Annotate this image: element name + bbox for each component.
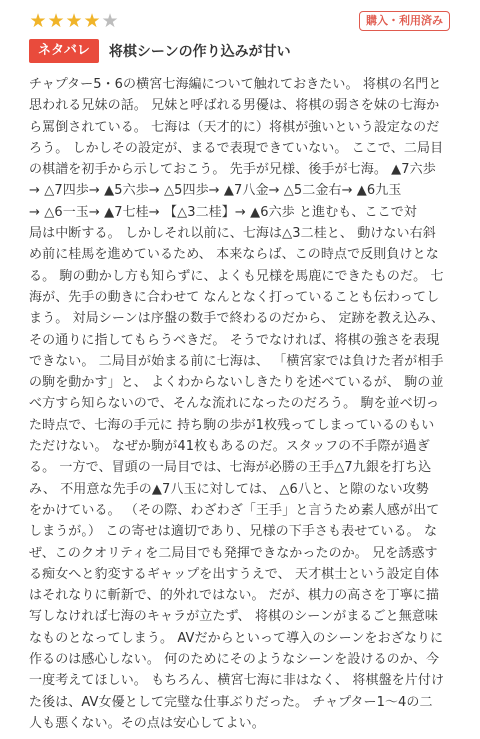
review-body-line: た時点で、七海の手元に 持ち駒の歩が1枚残ってしまっているのもい: [29, 417, 435, 433]
review-body-line: 人も悪くない。その点は安心してよい。: [29, 715, 265, 731]
review-body-line: しまうが。） この寄せは適切であり、兄様の下手さも表せている。 な: [29, 524, 438, 540]
review-title-row: [29, 38, 456, 64]
review-body-line: その通りに指してもらうべきだ。 そうでなければ、将棋の強さを表現: [29, 332, 440, 348]
review-body-line: 局は中断する。 しかしそれ以前に、七海は△3二桂と、 動けない右斜: [29, 226, 436, 242]
spoiler-tag: ネタバレ: [29, 39, 99, 63]
star-filled-icon: ★: [83, 9, 101, 32]
review-body-line: み、 不用意な先手の▲7八玉に対しては、 △6八と、と隙のない攻勢: [29, 481, 429, 497]
review-body-line: 一度考えてほしい。 もちろん、横宮七海に非はなく、 将棋盤を片付け: [29, 673, 445, 689]
review-body-line: 写しなければ七海のキャラが立たず、 将棋のシーンがまるごと無意味: [29, 609, 439, 625]
review-body-line: ぜ、このクオリティを二局目でも発揮できなかったのか。 兄を誘惑す: [29, 545, 438, 561]
review-body-line: る痴女へと豹変するギャップを出すうえで、 天才棋士という設定自体: [29, 566, 440, 582]
review-body-line: まう。 対局シーンは序盤の数手で終わるのだから、 定跡を教え込み、: [29, 311, 445, 327]
review-body-line: → △7四歩→ ▲5六歩→ △5四歩→ ▲7八金→ △5二金右→ ▲6九玉: [29, 183, 402, 199]
review-body-line: 思われる兄妹の話。 兄妹と呼ばれる男優は、将棋の弱さを妹の七海か: [29, 98, 440, 114]
review-body-line: ろう。 しかしその設定が、まるで表現できていない。 ここで、二局目: [29, 140, 444, 156]
review-body-line: め前に桂馬を進めているため、 本来ならば、この時点で反則負けとな: [29, 247, 439, 263]
review-body-line: チャプター5・6の横宮七海編について触れておきたい。 将棋の名門と: [29, 77, 442, 92]
review-body-line: → △6一玉→ ▲7七桂→ 【△3二桂】→ ▲6六歩 と進むも、ここで対: [29, 204, 417, 220]
review-body-line: の棋譜を初手から示しておこう。 先手が兄様、後手が七海。 ▲7六歩: [29, 162, 436, 178]
review-body-line: の駒を動かす」と、 よくわからないしきたりを述べているが、 駒の並: [29, 375, 444, 391]
review-body-line: ただけない。 なぜか駒が41枚もあるのだ。スタッフの不手際が過ぎ: [29, 439, 430, 455]
review-body-line: なものとなってしまう。 AVだからといって導入のシーンをおざなりに: [29, 630, 444, 646]
review-body: [29, 74, 456, 734]
review-body-line: 海が、先手の動きに合わせて なんとなく打っていることも伝わってし: [29, 289, 440, 305]
star-filled-icon: ★: [47, 9, 65, 32]
review-body-line: る。 一方で、冒頭の一局目では、七海が必勝の王手△7九銀を打ち込: [29, 460, 432, 476]
review-body-line: べ方すら知らないので、そんな流れになったのだろう。 駒を並べ切っ: [29, 396, 440, 412]
review-body-line: ら罵倒されている。 七海は（天才的に）将棋が強いという設定なのだ: [29, 119, 440, 135]
star-rating: [29, 9, 119, 32]
review-body-line: はそれなりに斬新で、的外れではない。 だが、棋力の高さを丁寧に描: [29, 588, 440, 604]
purchase-badge: 購入・利用済み: [359, 11, 450, 31]
review-title: 将棋シーンの作り込みが甘い: [108, 44, 291, 60]
star-empty-icon: ★: [101, 9, 119, 32]
star-filled-icon: ★: [65, 9, 83, 32]
review-body-line: た後は、AV女優として完璧な仕事ぶりだった。 チャプター1〜4の二: [29, 694, 433, 710]
review-body-line: る。 駒の動かし方も知らずに、よくも兄様を馬鹿にできたものだ。 七: [29, 268, 444, 284]
review-body-line: できない。 二局目が始まる前に七海は、 「横宮家では負けた者が相手: [29, 353, 444, 369]
review-body-line: をかけている。 （その際、わざわざ「王手」と言うため素人感が出て: [29, 502, 440, 518]
star-filled-icon: ★: [29, 9, 47, 32]
review-header: [29, 10, 456, 32]
review-body-line: 作るのは感心しない。 何のためにそのようなシーンを設けるのか、今: [29, 652, 440, 668]
